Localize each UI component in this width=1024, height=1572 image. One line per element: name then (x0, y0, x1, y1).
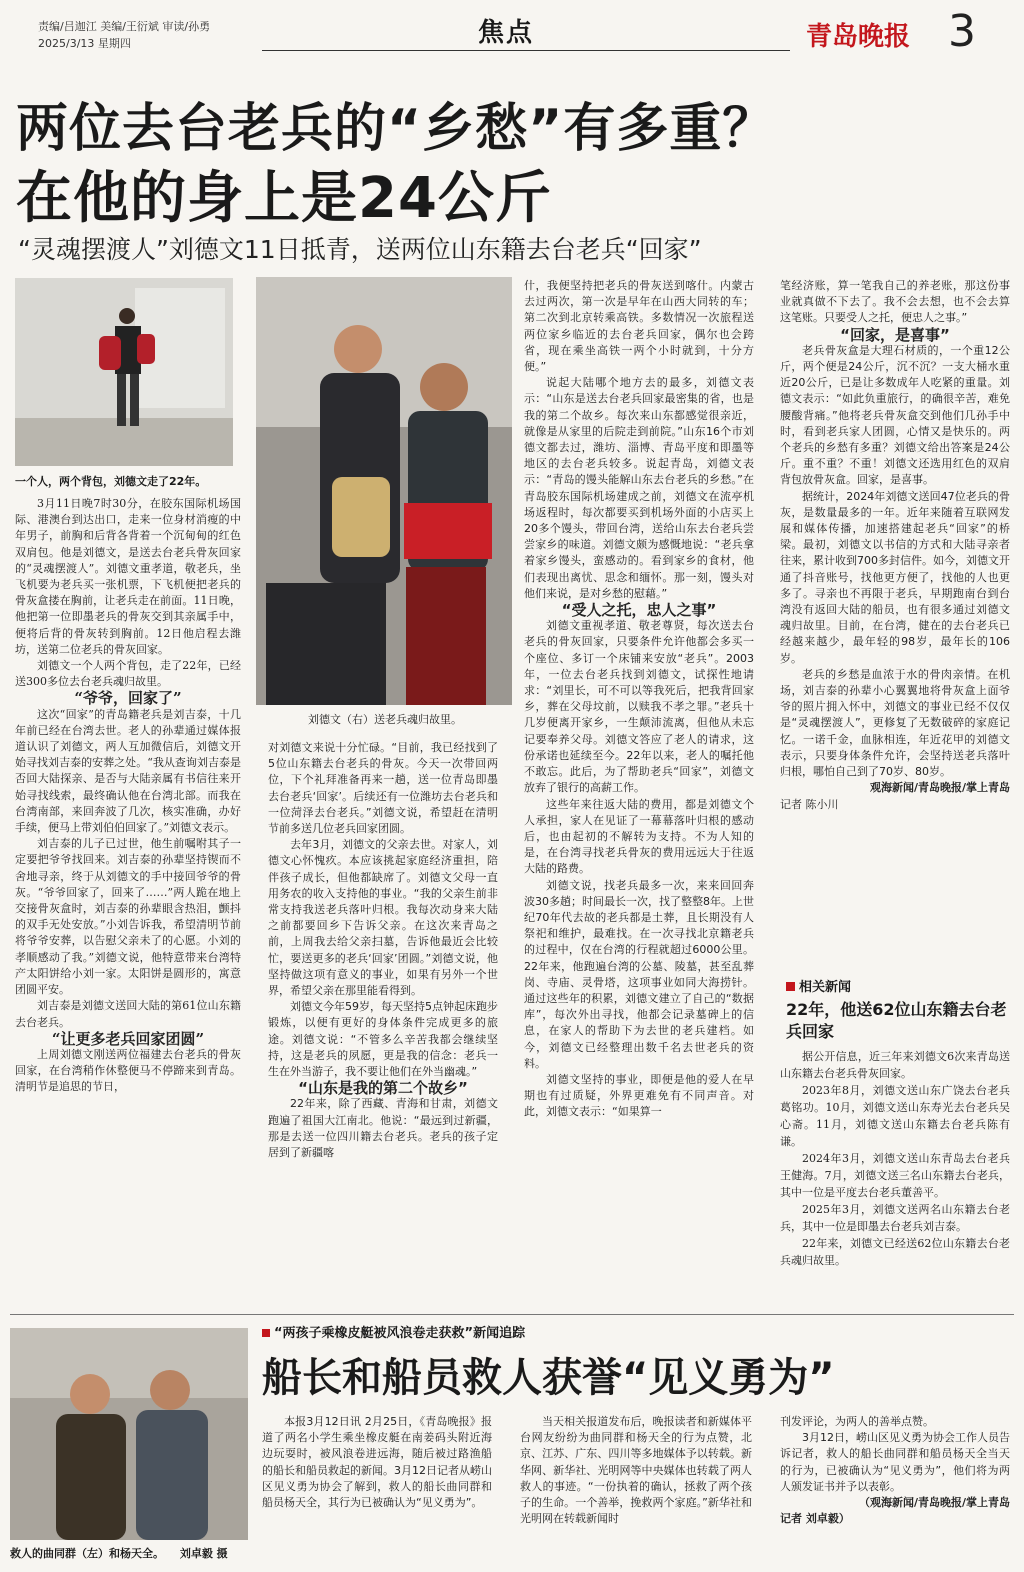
paragraph: 2025年3月，刘德文送两名山东籍去台老兵，其中一位是即墨去台老兵刘吉泰。 (780, 1203, 1010, 1233)
paragraph: 刘德文今年59岁，每天坚持5点钟起床跑步锻炼，以便有更好的身体条件完成更多的旅途。刘德文说：“不管多么辛苦我都会继续坚持，这是老兵的夙愿，更是我的信念：老兵一生在外当游子，我不要让他们在外当幽魂。” (268, 1000, 498, 1079)
byline: 记者 刘卓毅） (780, 1512, 850, 1526)
caption-text: 救人的曲同群（左）和杨天全。 (10, 1547, 164, 1560)
subheadline: “灵魂摆渡人”刘德文11日抵青，送两位山东籍去台老兵“回家” (18, 235, 702, 264)
paragraph: 3月12日，崂山区见义勇为协会工作人员告诉记者，救人的船长曲同群和船员杨天全当天的行为，已被确认为“见义勇为”，他们将为两人颁发证书并予以表彰。 (780, 1431, 1010, 1493)
paragraph: 笔经济账，算一笔我自己的养老账，那这份事业就真做不下去了。我不会去想，也不会去算这笔账。只要受人之托，便忠人之事。” (780, 279, 1010, 325)
article-column-2 (268, 740, 498, 1302)
related-news-box (786, 976, 1012, 1043)
paragraph: 据统计，2024年刘德文送回47位老兵的骨灰，是数量最多的一年。近年来随着互联网发展和媒体传播，加速搭建起老兵“回家”的桥梁。最初，刘德文以书信的方式和大陆寻亲者往来，累计收到700多封信件。如今，刘德文开通了抖音账号，找他更方便了，找他的人也更多了。寻亲也不再限于老兵，早期跑南台到台湾没有返回大陆的船员，也有很多通过刘德文魂归故里。目前，在台湾，健在的去台老兵已经越来越少，最年轻的98岁，最年长的106岁。 (780, 489, 1010, 665)
related-news-title: 22年，他送62位山东籍去台老兵回家 (786, 1000, 1007, 1041)
paragraph: 22年来，除了西藏、青海和甘肃，刘德文跑遍了祖国大江南北。他说：“最远到过新疆，那是去送一位四川籍去台老兵。老兵的孩子定居到了新疆喀 (268, 1097, 498, 1160)
paragraph: 老兵骨灰盒是大理石材质的，一个重12公斤，两个便是24公斤，沉不沉？一支大桶水重近20公斤，已是让多数成年人吃紧的重量。刘德文表示：“如此负重旅行，的确很辛苦，难免腰酸背痛。”他将老兵骨灰盒交到他们几孙手中时，看到老兵家人团圆，心情又是快乐的。两个老兵的乡愁有多重？刘德文给出答案是24公斤。重不重？不重！刘德文还选用红色的双肩背包放骨灰盒。回家，是喜事。 (780, 343, 1010, 487)
bottom-headline: 船长和船员救人获誉“见义勇为” (262, 1355, 835, 1401)
article-column-1 (15, 496, 241, 1304)
paragraph: 据公开信息，近三年来刘德文6次来青岛送山东籍去台老兵骨灰回家。 (780, 1050, 1010, 1080)
section-subtitle: “爷爷，回家了” (74, 689, 182, 708)
byline: （观海新闻/青岛晚报/掌上青岛 (858, 1496, 1010, 1510)
date-line: 2025/3/13 星期四 (38, 37, 131, 50)
section-subtitle: “让更多老兵回家团圆” (51, 1029, 205, 1048)
photo-caption: 一个人，两个背包，刘德文走了22年。 (15, 475, 207, 488)
photo-caption: 刘德文（右）送老兵魂归故里。 (308, 713, 462, 726)
article-column-3 (524, 278, 754, 1304)
headline-line-2: 在他的身上是24公斤 (16, 166, 552, 231)
section-subtitle: “山东是我的第二个故乡” (298, 1079, 468, 1098)
newspaper-logo: 青岛晚报 (806, 22, 911, 52)
paragraph: 刊发评论，为两人的善举点赞。 (780, 1415, 934, 1428)
paragraph: 本报3月12日讯 2月25日，《青岛晚报》报道了两名小学生乘坐橡皮艇在南姜码头附近海边玩耍时，被风浪卷进远海，随后被过路渔船的船长和船员救起的新闻。3月12日记者从崂山区见义勇为协会了解到，救人的船长曲同群和船员杨天全，其行为已被确认为“见义勇为”。 (262, 1415, 492, 1510)
paragraph: 老兵的乡愁是血浓于水的骨肉亲情。在机场，刘吉泰的孙辈小心翼翼地将骨灰盒上面爷爷的照片拥入怀中，刘德文的事业已经不仅仅是“灵魂摆渡人”，更修复了无数破碎的家庭记忆。一诺千金，血脉相连，年近花甲的刘德文表示，只要身体条件允许，会坚持送老兵落叶归根，哪怕自己到了70岁、80岁。 (780, 667, 1010, 779)
header-rule (262, 50, 790, 51)
article-column-4 (780, 278, 1010, 970)
bottom-column-3 (780, 1414, 1010, 1568)
story-divider (10, 1314, 1014, 1315)
paragraph: 刘吉泰是刘德文送回大陆的第61位山东籍去台老兵。 (15, 999, 241, 1029)
rescuers-photo (10, 1328, 248, 1540)
paragraph: 2024年3月，刘德文送山东青岛去台老兵王健海。7月，刘德文送三名山东籍去台老兵，其中一位是平度去台老兵董善平。 (780, 1152, 1010, 1199)
related-news-tag: 相关新闻 (786, 976, 1012, 995)
credits-line: 责编/吕迦江 美编/王衍斌 审读/孙勇 (38, 20, 211, 33)
paragraph: 2023年8月，刘德文送山东广饶去台老兵葛铭功。10月，刘德文送山东寿光去台老兵吴心斋。11月，刘德文送山东籍去台老兵陈有谦。 (780, 1084, 1010, 1148)
follow-up-tag: “两孩子乘橡皮艇被风浪卷走获救”新闻追踪 (262, 1322, 525, 1341)
paragraph: 什，我便坚持把老兵的骨灰送到喀什。内蒙古去过两次，第一次是早年在山西大同转的车；第二次到北京转乘高铁。多数情况一次旅程送两位家乡临近的去台老兵回家，偶尔也会跨省，现在乘坐高铁一两个小时就到，十分方便。” (524, 279, 754, 374)
paragraph: 刘德文坚持的事业，即便是他的爱人在早期也有过质疑，外界更难免有不同声音。对此，刘德文表示：“如果算一 (524, 1072, 754, 1119)
paragraph: 对刘德文来说十分忙碌。“目前，我已经找到了5位山东籍去台老兵的骨灰。今天一次带回两位，下个礼拜准备再来一趟，送一位青岛即墨去台老兵‘回家’。后续还有一位潍坊去台老兵和一位菏泽去台老兵。”刘德文说，希望赶在清明节前多送几位老兵回家团圆。 (268, 741, 498, 836)
paragraph: 22年来，刘德文已经送62位山东籍去台老兵魂归故里。 (780, 1237, 1010, 1267)
bottom-column-2 (520, 1414, 752, 1564)
byline: 观海新闻/青岛晚报/掌上青岛 (869, 781, 1010, 795)
paragraph: 当天相关报道发布后，晚报读者和新媒体平台网友纷纷为曲同群和杨天全的行为点赞，北京、江苏、广东、四川等多地媒体予以转载。新华网、新华社、光明网等中央媒体也转载了两人救人的事迹。“一份执着的确认，拯救了两个孩子的生命。一个善举，挽救两个家庭。”新华社和光明网在转载新闻时 (520, 1415, 752, 1526)
paragraph: 上周刘德文刚送两位福建去台老兵的骨灰回家，在台湾稍作休整便马不停蹄来到青岛。清明节是追思的节日， (15, 1047, 241, 1094)
byline: 记者 陈小川 (780, 797, 839, 811)
paragraph: 刘德文重视孝道、敬老尊贤，每次送去台老兵的骨灰回家，只要条件允许他都会多买一个座位、多订一个床铺来安放“老兵”。2003年，一位去台老兵找到刘德文，试探性地请求：“刘里长，可不可以等我死后，把我背回家乡，葬在父母坟前，以赎我不孝之罪。”老兵十几岁便离开家乡，一生颠沛流离，但他从未忘记要奉养父母。刘德文答应了老人的请求，这份承诺也延续至今。22年以来，老人的嘱托他不敢忘。此后，为了帮助老兵“回家”，刘德文放弃了银行的高薪工作。 (524, 619, 754, 795)
page-number: 3 (948, 6, 976, 57)
paragraph: 刘吉泰的儿子已过世，他生前嘱咐其子一定要把爷爷找回来。刘吉泰的孙辈坚持锲而不舍地寻亲，终于从刘德文的手中接回爷爷的骨灰。“爷爷回家了，回来了……”两人跪在地上交接骨灰盒时，刘吉泰的孙辈眼含热泪，颤抖的双手无处安放。”小刘告诉我，希望清明节前将爷爷安葬，以告慰父亲未了的心愿。小刘的孝顺感动了我。”刘德文说，他特意带来台湾特产太阳饼给小刘一家。太阳饼是圆形的，寓意团圆平安。 (15, 837, 241, 997)
paragraph: 这些年来往返大陆的费用，都是刘德文个人承担，家人在见证了一幕幕落叶归根的感动后，也由起初的不解转为支持。不为人知的是，在台湾寻找老兵骨灰的费用远远大于往返大陆的路费。 (524, 797, 754, 876)
photo-caption (10, 1546, 228, 1561)
section-subtitle: “受人之托，忠人之事” (561, 601, 717, 620)
airport-photo (15, 278, 233, 466)
bottom-column-1 (262, 1414, 492, 1564)
photo-credit: 刘卓毅 摄 (179, 1547, 228, 1560)
page-credits (38, 18, 210, 52)
section-title: 焦点 (478, 18, 535, 48)
section-subtitle: “回家，是喜事” (840, 325, 950, 344)
handover-photo (256, 277, 512, 705)
paragraph: 说起大陆哪个地方去的最多，刘德文表示：“山东是送去台老兵回家最密集的省，也是我的第二个故乡。每次来山东都感觉很亲近，就像是从家里的后院走到前院。”山东16个市刘德文都去过，潍坊、淄博、青岛平度和即墨等地区的去台老兵较多。说起青岛，刘德文表示：“青岛的馒头能解山东去台老兵的乡愁。”在青岛胶东国际机场建成之前，刘德文在流亭机场返程时，每次都要买到机场外面的小店买上20多个馒头，带回台湾，送给山东去台老兵尝尝家乡的味道。刘德文颇为感慨地说：“老兵拿着家乡馒头，蛮感动的。看到家乡的食材，他们表现出离忧、思念和缅怀。那一刻，馒头对他们来说，是对乡愁的慰藉。” (524, 376, 754, 600)
paragraph: 这次“回家”的青岛籍老兵是刘吉泰，十几年前已经在台湾去世。老人的孙辈通过媒体报道认识了刘德文，两人互加微信后，刘德文开始寻找刘吉泰的安葬之处。“我从查询刘吉泰是否回大陆探亲、是否与大陆亲属有书信往来开始寻找线索，最终确认他在台湾北部。而我在台湾南部，来回奔波了几次，核实准确，办好手续，便马上带刘伯伯回家了。”刘德文表示。 (15, 707, 241, 835)
paragraph: 去年3月，刘德文的父亲去世。对家人，刘德文心怀愧疚。本应该挑起家庭经济重担，陪伴孩子成长，但他都缺席了。刘德文父母一直用务农的收入支持他的事业。“我的父亲生前非常支持我送老兵落叶归根。我每次动身来大陆之前都要回乡下告诉父亲。在这次来青岛之前，上周我去给父亲扫墓，告诉他最近会比较忙，要送更多的老兵‘回家’团圆。”刘德文说，他坚持做这项有意义的事业，如果有另外一个世界，希望父亲在那里能看得到。 (268, 838, 498, 998)
headline-line-1: 两位去台老兵的“乡愁”有多重？ (16, 99, 776, 159)
paragraph: 3月11日晚7时30分，在胶东国际机场国际、港澳台到达出口，走来一位身材消瘦的中年男子，前胸和后背各背着一个沉甸甸的红色双肩包。他是刘德文，是送去台老兵骨灰回家的“灵魂摆渡人”。刘德文重孝道，敬老兵，坐飞机要为老兵买一张机票，下飞机便把老兵的骨灰盒搂在胸前，让老兵走在前面。11日晚，他把第一位即墨老兵的骨灰交到其亲属手中，便将后背的骨灰转到胸前。12日他启程去潍坊，送第二位老兵的骨灰回家。 (15, 497, 241, 656)
paragraph: 刘德文一个人两个背包，走了22年，已经送300多位去台老兵魂归故里。 (15, 659, 241, 689)
related-news-body (780, 1048, 1010, 1304)
paragraph: 刘德文说，找老兵最多一次，来来回回奔波30多趟；时间最长一次，找了整整8年。上世纪70年代去故的老兵都是土葬，且长期没有人祭祀和维护，最难找。在一次寻找北京籍老兵的过程中，仅在台湾的行程就超过6000公里。22年来，他跑遍台湾的公墓、陵墓，甚至乱葬岗、寺庙、灵骨塔，这项事业如同大海捞针。通过这些年的积累，刘德文建立了自己的“数据库”，每次外出寻找，他都会记录墓碑上的信息，在家人的帮助下为去世的老兵建档。如今，刘德文已经整理出数千名去世老兵的资料。 (524, 878, 754, 1070)
